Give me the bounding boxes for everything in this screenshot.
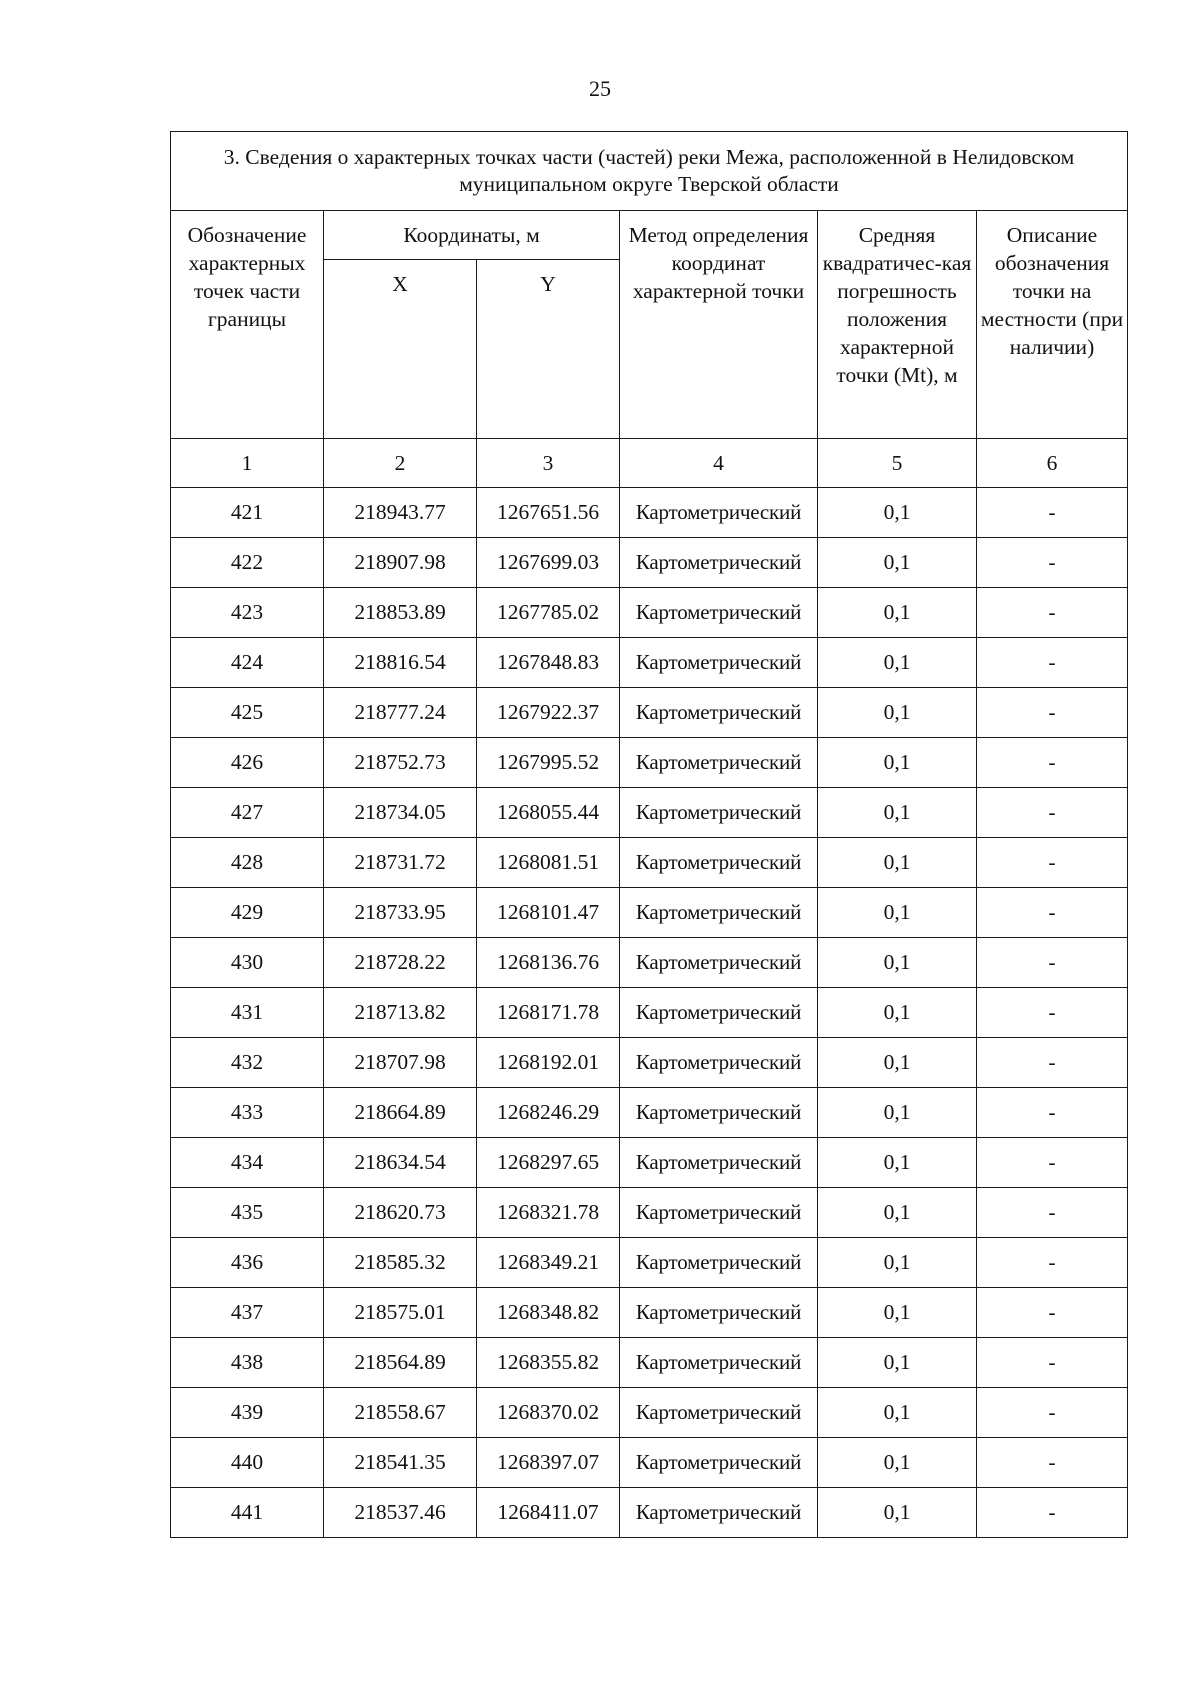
x-coordinate-cell: 218853.89 — [324, 588, 477, 638]
y-coordinate-cell: 1267848.83 — [477, 638, 620, 688]
point-cell: 422 — [171, 538, 324, 588]
description-cell: - — [977, 1438, 1128, 1488]
point-cell: 441 — [171, 1488, 324, 1538]
accuracy-cell: 0,1 — [818, 1138, 977, 1188]
y-coordinate-cell: 1268192.01 — [477, 1038, 620, 1088]
characteristic-points-table — [170, 131, 1128, 1538]
description-cell: - — [977, 1038, 1128, 1088]
description-cell: - — [977, 1188, 1128, 1238]
method-cell: Картометрический — [620, 588, 818, 638]
point-cell: 435 — [171, 1188, 324, 1238]
y-coordinate-cell: 1268081.51 — [477, 838, 620, 888]
header-method: Метод определения координат характерной точки — [620, 211, 818, 439]
y-coordinate-cell: 1268246.29 — [477, 1088, 620, 1138]
accuracy-cell: 0,1 — [818, 1438, 977, 1488]
x-coordinate-cell: 218664.89 — [324, 1088, 477, 1138]
x-coordinate-cell: 218634.54 — [324, 1138, 477, 1188]
method-cell: Картометрический — [620, 788, 818, 838]
table-row — [171, 1438, 1128, 1488]
x-coordinate-cell: 218734.05 — [324, 788, 477, 838]
method-cell: Картометрический — [620, 1238, 818, 1288]
method-cell: Картометрический — [620, 1388, 818, 1438]
method-cell: Картометрический — [620, 938, 818, 988]
method-cell: Картометрический — [620, 1488, 818, 1538]
accuracy-cell: 0,1 — [818, 1288, 977, 1338]
header-y: Y — [477, 260, 620, 439]
table-row — [171, 1288, 1128, 1338]
y-coordinate-cell: 1268411.07 — [477, 1488, 620, 1538]
method-cell: Картометрический — [620, 988, 818, 1038]
accuracy-cell: 0,1 — [818, 888, 977, 938]
table-row — [171, 688, 1128, 738]
x-coordinate-cell: 218728.22 — [324, 938, 477, 988]
y-coordinate-cell: 1268136.76 — [477, 938, 620, 988]
description-cell: - — [977, 938, 1128, 988]
table-row — [171, 1338, 1128, 1388]
y-coordinate-cell: 1268355.82 — [477, 1338, 620, 1388]
x-coordinate-cell: 218558.67 — [324, 1388, 477, 1438]
accuracy-cell: 0,1 — [818, 488, 977, 538]
description-cell: - — [977, 1088, 1128, 1138]
header-x: X — [324, 260, 477, 439]
x-coordinate-cell: 218777.24 — [324, 688, 477, 738]
accuracy-cell: 0,1 — [818, 1488, 977, 1538]
method-cell: Картометрический — [620, 1188, 818, 1238]
method-cell: Картометрический — [620, 488, 818, 538]
y-coordinate-cell: 1267651.56 — [477, 488, 620, 538]
x-coordinate-cell: 218731.72 — [324, 838, 477, 888]
method-cell: Картометрический — [620, 688, 818, 738]
point-cell: 437 — [171, 1288, 324, 1338]
table-row — [171, 1388, 1128, 1438]
table-row — [171, 1038, 1128, 1088]
description-cell: - — [977, 988, 1128, 1038]
table-row — [171, 888, 1128, 938]
y-coordinate-cell: 1268370.02 — [477, 1388, 620, 1438]
header-description: Описание обозначения точки на местности (при наличии) — [977, 211, 1128, 439]
point-cell: 425 — [171, 688, 324, 738]
description-cell: - — [977, 1138, 1128, 1188]
column-number: 3 — [477, 439, 620, 488]
x-coordinate-cell: 218816.54 — [324, 638, 477, 688]
point-cell: 439 — [171, 1388, 324, 1438]
accuracy-cell: 0,1 — [818, 788, 977, 838]
accuracy-cell: 0,1 — [818, 938, 977, 988]
column-number-row — [171, 439, 1128, 488]
y-coordinate-cell: 1268397.07 — [477, 1438, 620, 1488]
y-coordinate-cell: 1267785.02 — [477, 588, 620, 638]
point-cell: 431 — [171, 988, 324, 1038]
description-cell: - — [977, 1488, 1128, 1538]
header-coordinates: Координаты, м — [324, 211, 620, 260]
method-cell: Картометрический — [620, 738, 818, 788]
method-cell: Картометрический — [620, 1288, 818, 1338]
point-cell: 432 — [171, 1038, 324, 1088]
header-accuracy: Средняя квадратичес-кая погрешность положения характерной точки (Mt), м — [818, 211, 977, 439]
point-cell: 440 — [171, 1438, 324, 1488]
table-row — [171, 1488, 1128, 1538]
description-cell: - — [977, 1238, 1128, 1288]
description-cell: - — [977, 788, 1128, 838]
accuracy-cell: 0,1 — [818, 1388, 977, 1438]
method-cell: Картометрический — [620, 1438, 818, 1488]
description-cell: - — [977, 538, 1128, 588]
method-cell: Картометрический — [620, 538, 818, 588]
point-cell: 423 — [171, 588, 324, 638]
table-row — [171, 538, 1128, 588]
table-row — [171, 788, 1128, 838]
point-cell: 430 — [171, 938, 324, 988]
description-cell: - — [977, 1388, 1128, 1438]
y-coordinate-cell: 1268055.44 — [477, 788, 620, 838]
table-row — [171, 638, 1128, 688]
point-cell: 426 — [171, 738, 324, 788]
table-title: 3. Сведения о характерных точках части (частей) реки Межа, расположенной в Нелидовском муниципальном округе Тверской области — [171, 132, 1128, 211]
method-cell: Картометрический — [620, 838, 818, 888]
table-row — [171, 1138, 1128, 1188]
y-coordinate-cell: 1268321.78 — [477, 1188, 620, 1238]
accuracy-cell: 0,1 — [818, 1238, 977, 1288]
x-coordinate-cell: 218541.35 — [324, 1438, 477, 1488]
method-cell: Картометрический — [620, 1138, 818, 1188]
description-cell: - — [977, 1338, 1128, 1388]
accuracy-cell: 0,1 — [818, 688, 977, 738]
x-coordinate-cell: 218585.32 — [324, 1238, 477, 1288]
x-coordinate-cell: 218620.73 — [324, 1188, 477, 1238]
y-coordinate-cell: 1268349.21 — [477, 1238, 620, 1288]
description-cell: - — [977, 688, 1128, 738]
accuracy-cell: 0,1 — [818, 1088, 977, 1138]
table-row — [171, 988, 1128, 1038]
method-cell: Картометрический — [620, 1088, 818, 1138]
point-cell: 429 — [171, 888, 324, 938]
column-number: 1 — [171, 439, 324, 488]
description-cell: - — [977, 738, 1128, 788]
x-coordinate-cell: 218733.95 — [324, 888, 477, 938]
y-coordinate-cell: 1267699.03 — [477, 538, 620, 588]
description-cell: - — [977, 838, 1128, 888]
page-number: 25 — [589, 76, 611, 101]
table-row — [171, 938, 1128, 988]
description-cell: - — [977, 588, 1128, 638]
table-row — [171, 1188, 1128, 1238]
method-cell: Картометрический — [620, 1338, 818, 1388]
point-cell: 424 — [171, 638, 324, 688]
point-cell: 427 — [171, 788, 324, 838]
x-coordinate-cell: 218564.89 — [324, 1338, 477, 1388]
accuracy-cell: 0,1 — [818, 738, 977, 788]
method-cell: Картометрический — [620, 638, 818, 688]
method-cell: Картометрический — [620, 1038, 818, 1088]
table-row — [171, 1238, 1128, 1288]
description-cell: - — [977, 638, 1128, 688]
y-coordinate-cell: 1268348.82 — [477, 1288, 620, 1338]
y-coordinate-cell: 1268101.47 — [477, 888, 620, 938]
description-cell: - — [977, 488, 1128, 538]
point-cell: 438 — [171, 1338, 324, 1388]
x-coordinate-cell: 218907.98 — [324, 538, 477, 588]
x-coordinate-cell: 218537.46 — [324, 1488, 477, 1538]
description-cell: - — [977, 1288, 1128, 1338]
point-cell: 421 — [171, 488, 324, 538]
y-coordinate-cell: 1267922.37 — [477, 688, 620, 738]
y-coordinate-cell: 1268297.65 — [477, 1138, 620, 1188]
point-cell: 436 — [171, 1238, 324, 1288]
accuracy-cell: 0,1 — [818, 838, 977, 888]
table-row — [171, 838, 1128, 888]
table-row — [171, 738, 1128, 788]
table-row — [171, 1088, 1128, 1138]
x-coordinate-cell: 218707.98 — [324, 1038, 477, 1088]
x-coordinate-cell: 218713.82 — [324, 988, 477, 1038]
table-row — [171, 488, 1128, 538]
point-cell: 434 — [171, 1138, 324, 1188]
accuracy-cell: 0,1 — [818, 988, 977, 1038]
accuracy-cell: 0,1 — [818, 1338, 977, 1388]
column-number: 2 — [324, 439, 477, 488]
table-row — [171, 588, 1128, 638]
header-point-designation: Обозначение характерных точек части границы — [171, 211, 324, 439]
point-cell: 428 — [171, 838, 324, 888]
y-coordinate-cell: 1267995.52 — [477, 738, 620, 788]
accuracy-cell: 0,1 — [818, 638, 977, 688]
accuracy-cell: 0,1 — [818, 538, 977, 588]
accuracy-cell: 0,1 — [818, 588, 977, 638]
x-coordinate-cell: 218752.73 — [324, 738, 477, 788]
x-coordinate-cell: 218575.01 — [324, 1288, 477, 1338]
accuracy-cell: 0,1 — [818, 1188, 977, 1238]
column-number: 5 — [818, 439, 977, 488]
point-cell: 433 — [171, 1088, 324, 1138]
column-number: 4 — [620, 439, 818, 488]
y-coordinate-cell: 1268171.78 — [477, 988, 620, 1038]
x-coordinate-cell: 218943.77 — [324, 488, 477, 538]
accuracy-cell: 0,1 — [818, 1038, 977, 1088]
column-number: 6 — [977, 439, 1128, 488]
description-cell: - — [977, 888, 1128, 938]
method-cell: Картометрический — [620, 888, 818, 938]
